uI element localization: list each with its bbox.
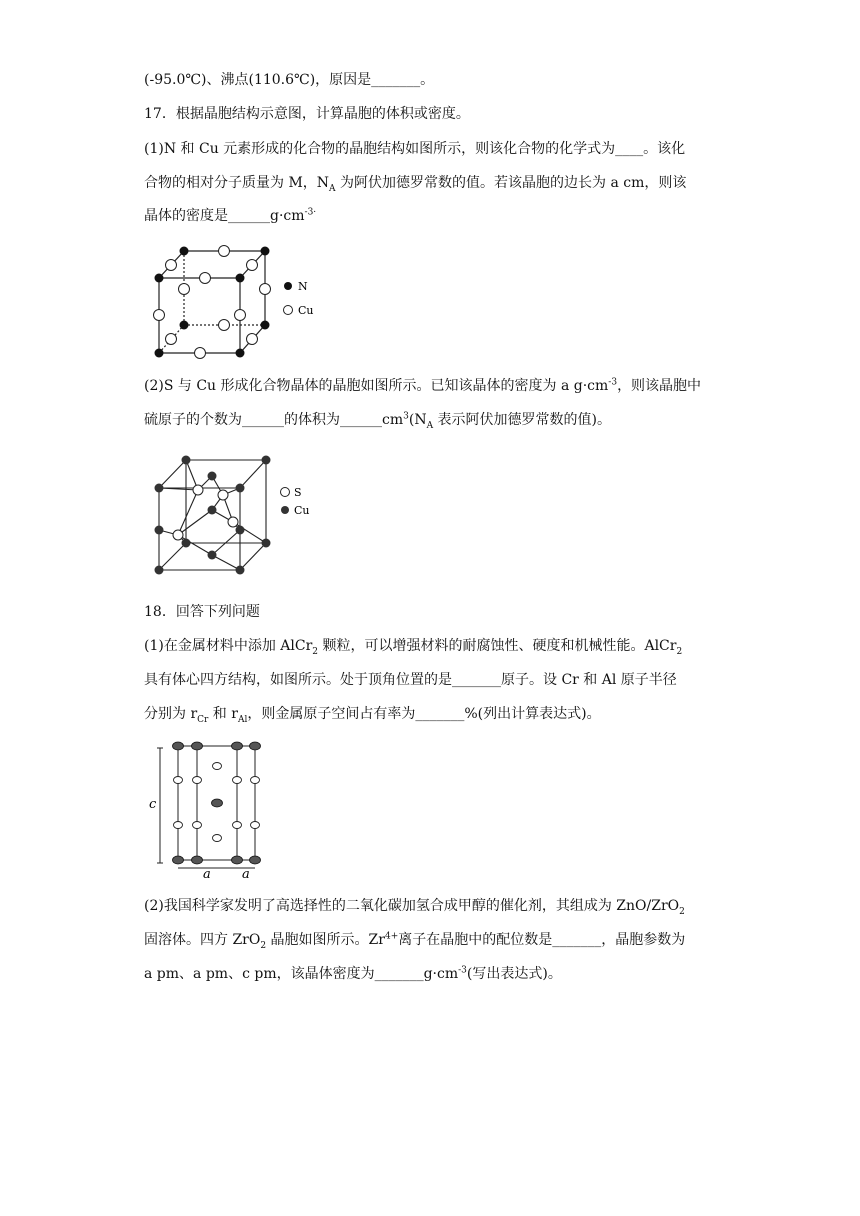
- legend-s: S: [294, 486, 302, 499]
- q17-1-line-b: 合物的相对分子质量为 M，$N_A$ 为阿伏加德罗常数的值。若该晶胞的边长为 a cm，则该: [144, 175, 687, 194]
- legend-n: N: [298, 280, 308, 293]
- q17-2-line-b: 硫原子的个数为______的体积为$\_\_\_\_\_\_cm^3(N_A$ 表示阿伏加德罗常数的值)。: [144, 411, 611, 431]
- label-c: c: [149, 797, 157, 812]
- text-line-1: (-95.0℃)、沸点(110.6℃)，原因是_______。: [144, 72, 435, 88]
- figure-alcr2-unit-cell: [145, 738, 275, 878]
- legend-cu-2: Cu: [294, 504, 310, 517]
- q18-2-line-a: (2)我国科学家发明了高选择性的二氧化碳加氢合成甲醇的催化剂，其组成为 ZnO/ZrO$_2$: [144, 898, 685, 917]
- label-a-2: a: [242, 867, 250, 878]
- q17-1-line-c: 晶体的密度是$\_\_\_\_\_\_g\cdot cm^{-3\cdot}$: [144, 207, 317, 224]
- q18-1-line-b: 具有体心四方结构，如图所示。处于顶角位置的是_______原子。设 Cr 和 Al 原子半径: [144, 672, 677, 688]
- legend-cu: Cu: [298, 304, 314, 317]
- q18-2-line-c: a pm、a pm、c pm，该晶体密度为$\_\_\_\_\_\_\_g\cdot cm^{-3}$(写出表达式)。: [144, 965, 562, 982]
- q18-1-line-c: 分别为 $r_{Cr}$ 和 $r_{Al}$，则金属原子空间占有率为_______%(列出计算表达式)。: [144, 706, 601, 725]
- figure-n-cu-unit-cell: [148, 240, 328, 365]
- q17-1-line-a: (1)N 和 Cu 元素形成的化合物的晶胞结构如图所示，则该化合物的化学式为____。该化: [144, 141, 686, 157]
- label-a-1: a: [203, 867, 211, 878]
- q18-1-line-a: (1)在金属材料中添加 AlCr$_2$ 颗粒，可以增强材料的耐腐蚀性、硬度和机械性能。AlCr$_2$: [144, 638, 683, 657]
- q18-2-line-b: 固溶体。四方 ZrO$_2$ 晶胞如图所示。$Zr^{4+}$离子在晶胞中的配位数是_______，晶胞参数为: [144, 931, 686, 951]
- q17-2-line-a: (2)S 与 Cu 形成化合物晶体的晶胞如图所示。已知该晶体的密度为 a $g\cdot cm^{-3}$，则该晶胞中: [144, 377, 702, 394]
- question-18-title: 18．回答下列问题: [144, 604, 260, 620]
- figure-s-cu-unit-cell: [148, 450, 328, 580]
- question-17-title: 17．根据晶胞结构示意图，计算晶胞的体积或密度。: [144, 106, 470, 122]
